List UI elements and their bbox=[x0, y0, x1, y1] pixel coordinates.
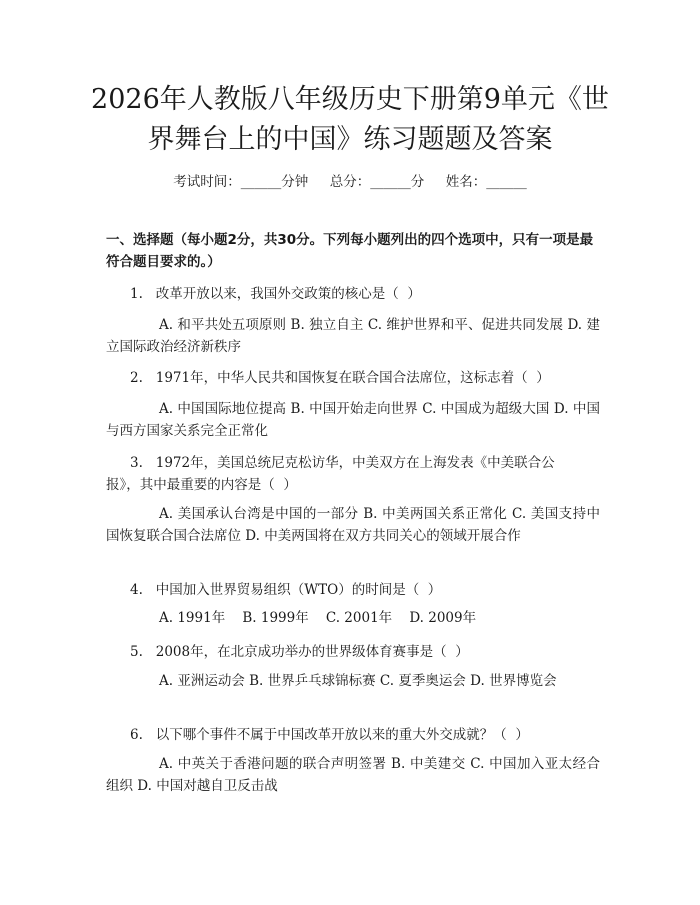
question-3-options: A. 美国承认台湾是中国的一部分 B. 中美两国关系正常化 C. 美国支持中国恢复联合国合法席位 D. 中美两国将在双方共同关心的领域开展合作 bbox=[106, 506, 600, 544]
question-6-stem: 6. 以下哪个事件不属于中国改革开放以来的重大外交成就？（ ） bbox=[130, 727, 529, 743]
question-4-stem: 4. 中国加入世界贸易组织（WTO）的时间是（ ） bbox=[130, 582, 442, 598]
question-1-options: A. 和平共处五项原则 B. 独立自主 C. 维护世界和平、促进共同发展 D. 建立国际政治经济新秩序 bbox=[106, 317, 600, 355]
question-3-stem-line-2: 报》，其中最重要的内容是（ ） bbox=[106, 477, 297, 493]
document-title-line-2: 界舞台上的中国》练习题题及答案 bbox=[147, 124, 553, 155]
question-3-stem-line-1: 3. 1972年，美国总统尼克松访华，中美双方在上海发表《中美联合公 bbox=[130, 455, 555, 471]
question-5-options: A. 亚洲运动会 B. 世界乒乓球锦标赛 C. 夏季奥运会 D. 世界博览会 bbox=[159, 673, 557, 689]
question-2-options: A. 中国国际地位提高 B. 中国开始走向世界 C. 中国成为超级大国 D. 中国与西方国家关系完全正常化 bbox=[106, 401, 600, 439]
question-1-stem: 1. 改革开放以来，我国外交政策的核心是（ ） bbox=[130, 286, 421, 302]
section-heading-choice: 一、选择题（每小题2分，共30分。下列每小题列出的四个选项中，只有一项是最符合题目要求的。） bbox=[106, 232, 594, 270]
question-2-stem: 2. 1971年，中华人民共和国恢复在联合国合法席位，这标志着（ ） bbox=[130, 370, 550, 386]
document-title-line-1: 2026年人教版八年级历史下册第9单元《世 bbox=[91, 84, 609, 115]
question-5-stem: 5. 2008年，在北京成功举办的世界级体育赛事是（ ） bbox=[130, 644, 469, 660]
question-6-options: A. 中英关于香港问题的联合声明签署 B. 中美建交 C. 中国加入亚太经合组织 D. 中国对越自卫反击战 bbox=[106, 756, 600, 794]
question-4-options: A. 1991年 B. 1999年 C. 2001年 D. 2009年 bbox=[159, 610, 477, 626]
exam-info-line: 考试时间：______分钟 总分：______分 姓名：______ bbox=[173, 174, 527, 190]
